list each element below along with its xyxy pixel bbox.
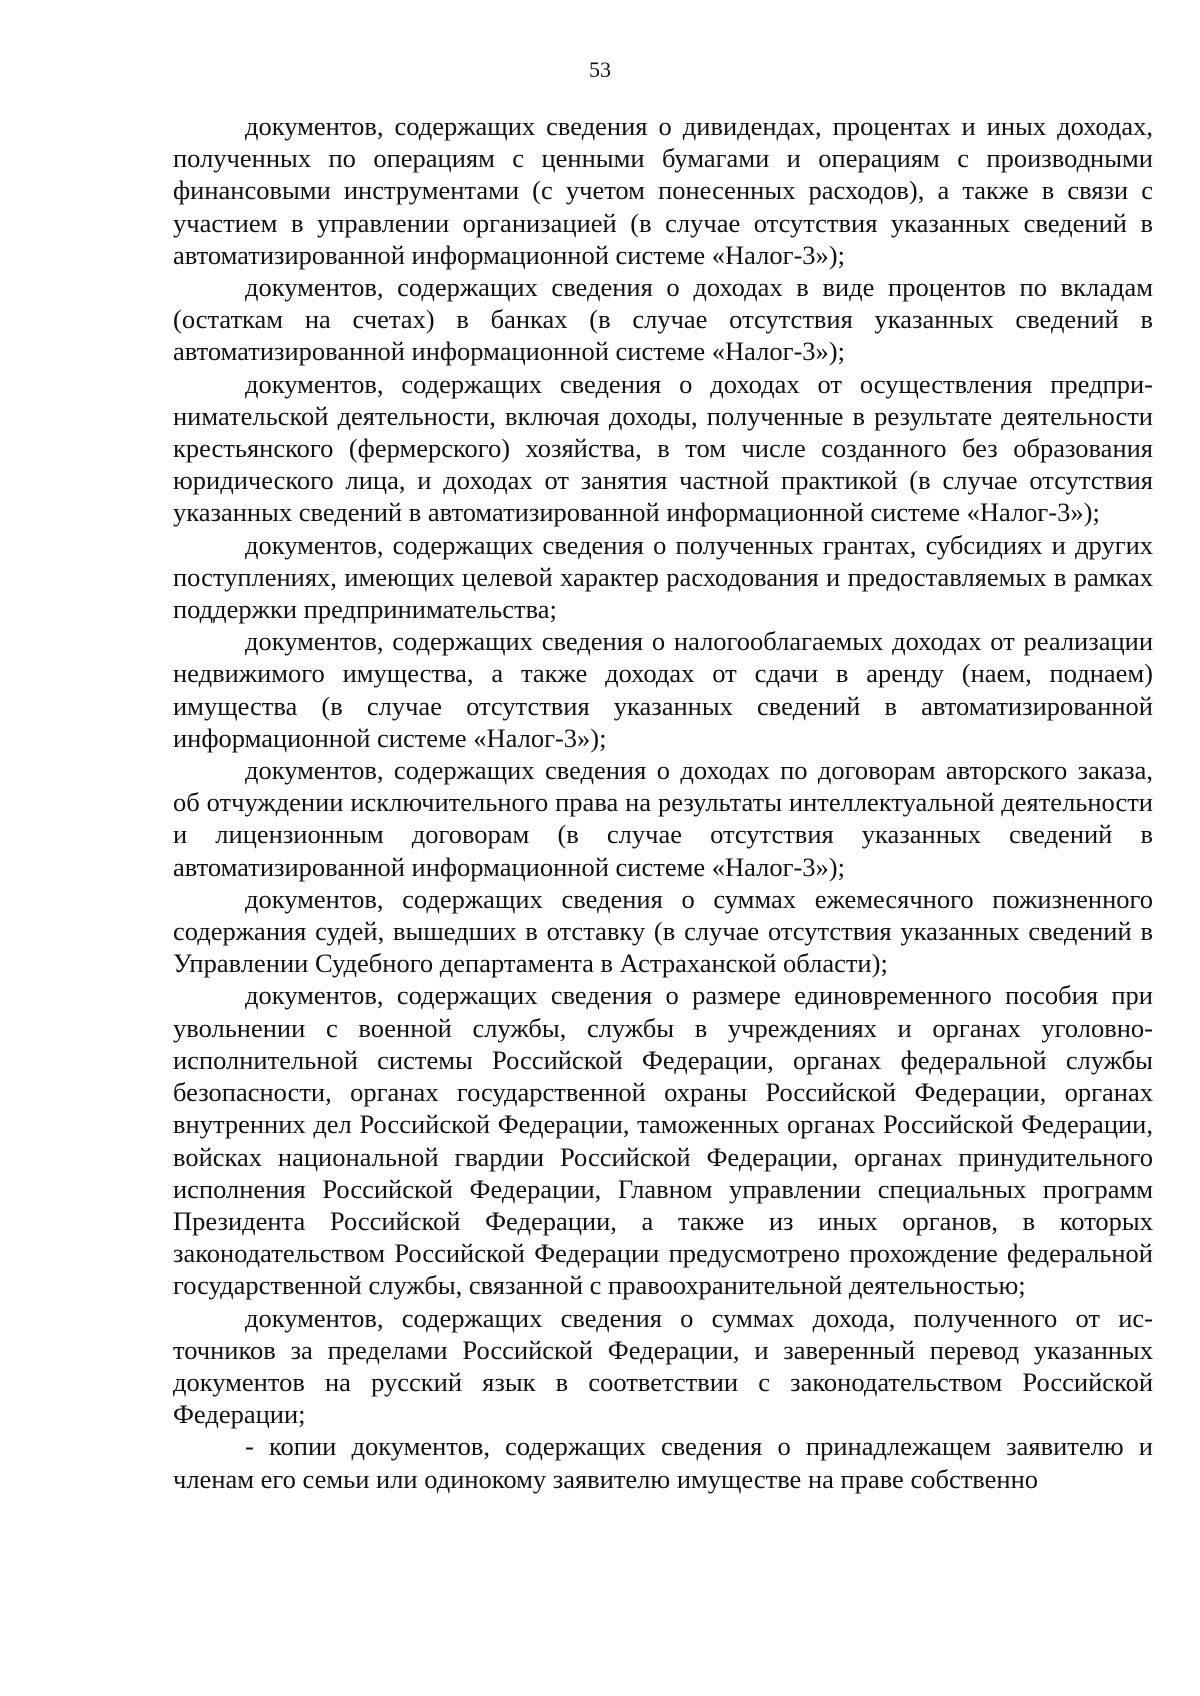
paragraph-foreign-income: документов, содержащих сведения о суммах дохода, полученного от источников за пределами Российской Федерации, и заверенный перевод указанных документов на русский язык в соответствии с законодательством Российской Федерации; [173, 1302, 1153, 1430]
paragraph-copyright-income: документов, содержащих сведения о доходах по договорам авторского заказа, об отчуждении исключительного права на результаты интеллектуальной деятельности и лицензионным договорам (в случае отсутствия указанных сведений в автоматизированной информационной системе «Налог-3»); [173, 755, 1153, 882]
page-number: 53 [589, 57, 611, 82]
paragraph-real-estate-income: документов, содержащих сведения о налогооблагаемых доходах от реализации недвижимого имущества, а также доходах от сдачи в аренду (наем, поднаем) имущества (в случае отсутствия указанных сведений в автоматизированной информационной системе «Налог-3»); [173, 626, 1153, 753]
paragraph-judges-allowance: документов, содержащих сведения о суммах ежемесячного пожизненного содержания судей, вышедших в отставку (в случае отсутствия указанных сведений в Управлении Судебного департамента в Астраханской области); [173, 883, 1153, 979]
paragraph-deposit-interest: документов, содержащих сведения о доходах в виде процентов по вкладам (остаткам на счетах) в банках (в случае отсутствия указанных сведений в автоматизированной информационной системе «Налог-3»); [173, 272, 1153, 367]
paragraph-grants-subsidies: документов, содержащих сведения о полученных грантах, субсидиях и других поступлениях, имеющих целевой характер расходования и предоставляемых в рамках поддержки предпринимательства; [173, 529, 1153, 625]
paragraph-property-documents: - копии документов, содержащих сведения о принадлежащем заявителю и членам его семьи или одинокому заявителю имуществе на праве собственно [173, 1431, 1153, 1494]
document-body [173, 110, 1153, 1495]
paragraph-dismissal-allowance: документов, содержащих сведения о размере единовременного пособия при увольнении с военной службы, службы в учреждениях и органах уголовно-исполнительной системы Российской Федерации, органах федеральной службы безопасности, органах государственной охраны Российской Федерации, органах внутренних дел Российской Федерации, таможенных органах Российской Федерации, войсках национальной гвардии Российской Федерации, органах принудительного исполнения Российской Федерации, Главном управлении специальных программ Президента Российской Федерации, а также из иных органов, в которых законодательством Российской Федерации предусмотрено прохождение федеральной государственной службы, связанной с правоохранительной деятельностью; [173, 980, 1153, 1301]
paragraph-business-income: документов, содержащих сведения о доходах от осуществления предпринимательской деятельности, включая доходы, полученные в результате деятельности крестьянского (фермерского) хозяйства, в том числе созданного без образования юридического лица, и доходах от занятия частной практикой (в случае отсутствия указанных сведений в автоматизированной информационной системе «Налог-3»); [173, 368, 1153, 528]
paragraph-dividends: документов, содержащих сведения о дивидендах, процентах и иных доходах, полученных по операциям с ценными бумагами и операциям с производными финансовыми инструментами (с учетом понесенных расходов), а также в связи с участием в управлении организацией (в случае отсутствия указанных сведений в автоматизированной информационной системе «Налог-3»); [173, 111, 1153, 270]
